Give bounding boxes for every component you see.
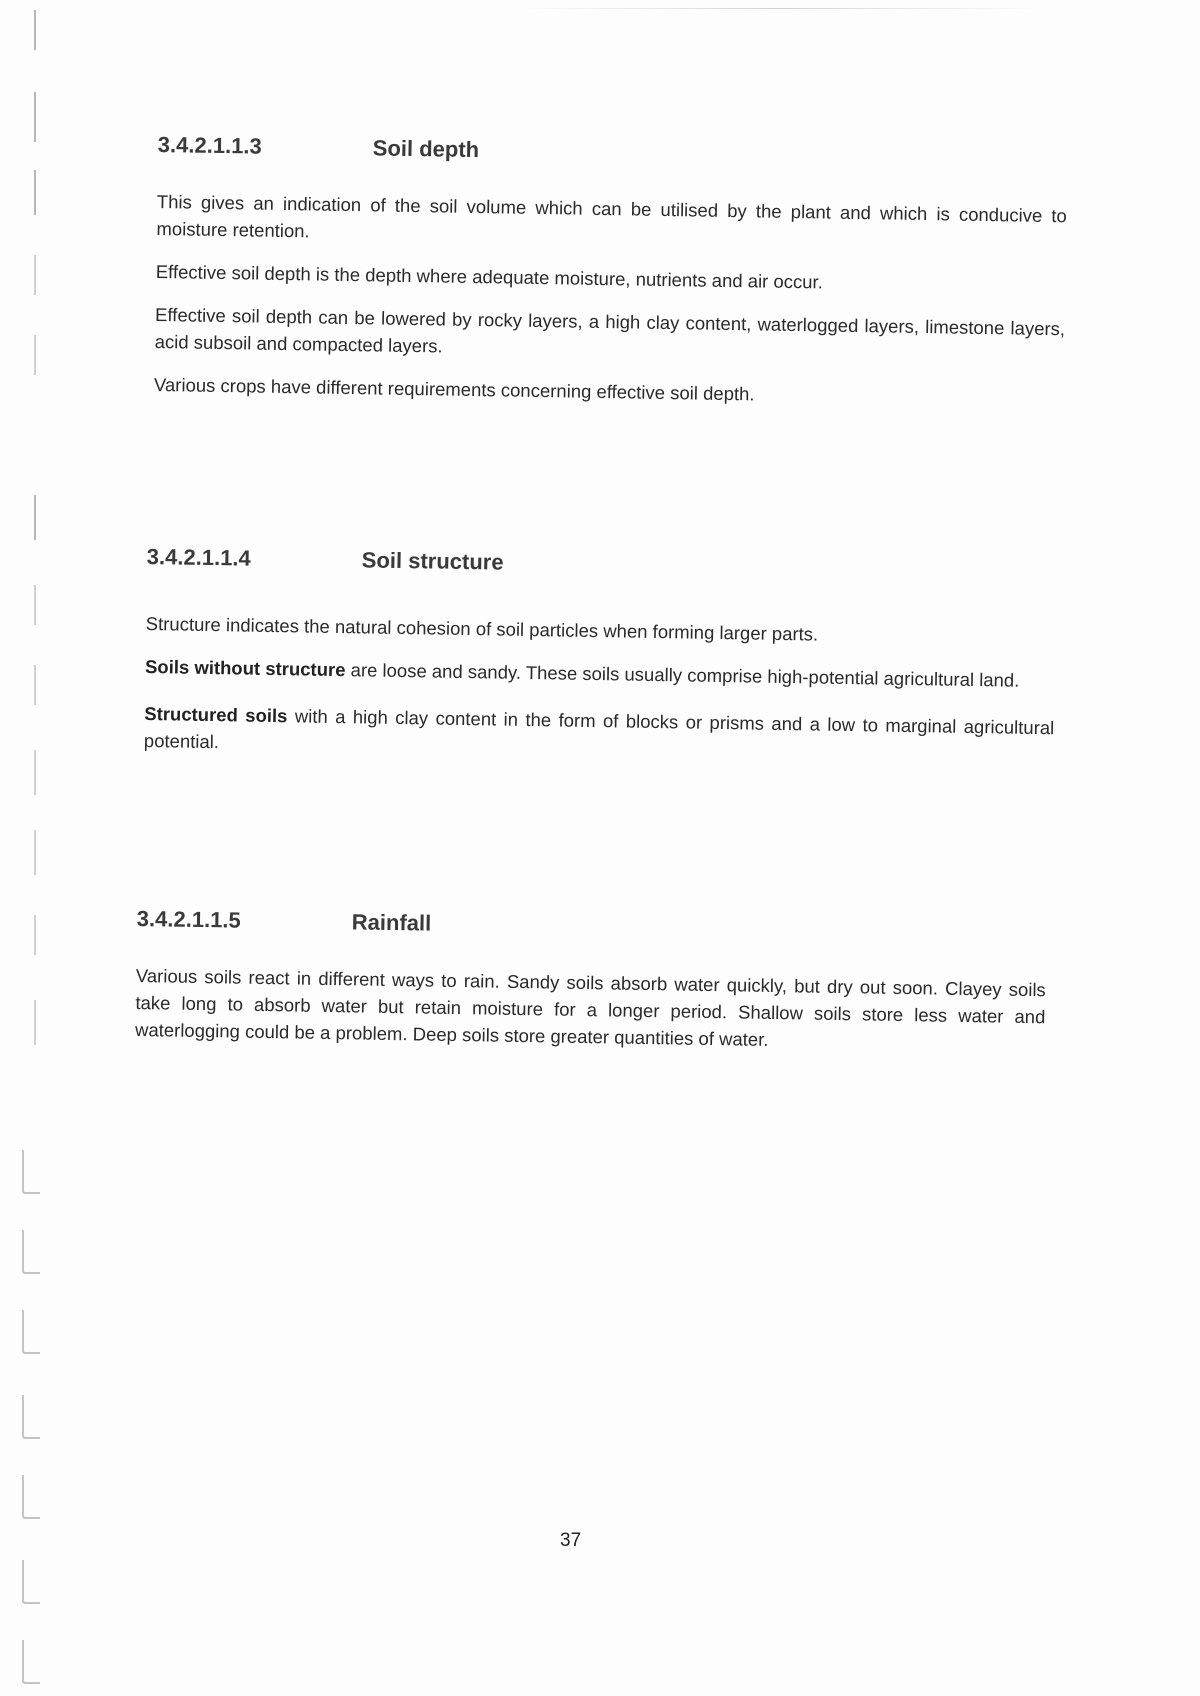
paragraph-text: with a high clay content in the form of blocks or prisms and a low to marginal agricultural potential. [143, 705, 1055, 753]
section-soil-depth [154, 132, 1068, 428]
paragraph: Effective soil depth can be lowered by rocky layers, a high clay content, waterlogged layers, limestone layers, acid subsoil and compacted layers. [154, 303, 1066, 357]
paragraph [145, 653, 1055, 694]
section-number: 3.4.2.1.1.3 [157, 132, 262, 159]
section-title: Soil structure [361, 547, 504, 575]
section-soil-structure [143, 544, 1056, 784]
section-rainfall [135, 906, 1047, 1073]
paragraph: Various soils react in different ways to rain. Sandy soils absorb water quickly, but dry out soon. Clayey soils take long to absorb water but retain moisture for a longer period. Shallow soils store less water and waterlogging could be a problem. Deep soils store greater quantities of water. [134, 964, 1046, 1050]
section-number: 3.4.2.1.1.4 [146, 544, 251, 571]
paragraph: Various crops have different requirements concerning effective soil depth. [153, 373, 755, 405]
section-heading [137, 906, 1047, 946]
section-heading [147, 544, 1057, 584]
bold-term: Soils without structure [144, 655, 346, 681]
bold-term: Structured soils [144, 702, 288, 727]
section-number: 3.4.2.1.1.5 [136, 906, 241, 933]
section-title: Soil depth [372, 135, 480, 163]
paragraph: Structure indicates the natural cohesion of soil particles when forming larger parts. [145, 612, 819, 645]
page-number: 37 [560, 1530, 582, 1551]
paragraph-text: are loose and sandy. These soils usually comprise high-potential agricultural land. [345, 659, 1020, 691]
section-title: Rainfall [351, 909, 432, 936]
section-heading [158, 132, 1068, 172]
paragraph: Effective soil depth is the depth where adequate moisture, nutrients and air occur. [155, 260, 823, 293]
paragraph: This gives an indication of the soil volume which can be utilised by the plant and which is conducive to moisture retention. [156, 190, 1067, 242]
paragraph [144, 700, 1055, 768]
